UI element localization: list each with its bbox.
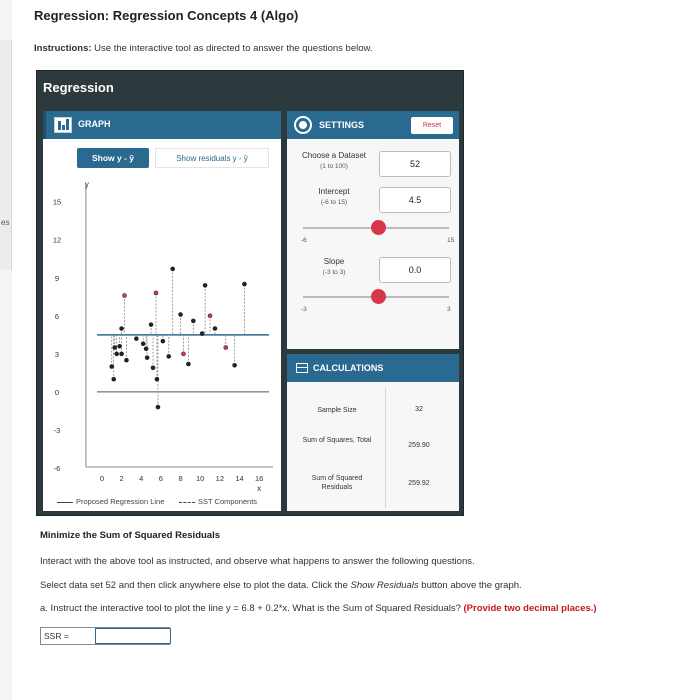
slope-input[interactable]: 0.0 (379, 257, 451, 283)
reset-button[interactable]: Reset (411, 117, 453, 134)
data-point (155, 377, 160, 382)
legend-proposed-label: Proposed Regression Line (76, 497, 165, 506)
data-point (151, 366, 156, 371)
slope-label (293, 257, 375, 278)
bar-chart-icon (54, 117, 72, 133)
regression-tool (36, 70, 464, 516)
y-tick-label: 0 (54, 387, 60, 397)
instructions (34, 43, 372, 54)
calculations-panel (287, 354, 459, 511)
slope-slider-max: 3 (447, 306, 451, 313)
data-point (134, 336, 139, 341)
x-tick-label: 2 (119, 474, 124, 483)
calculations-header (287, 354, 459, 382)
dataset-label (293, 151, 375, 172)
paragraph-2-b: Show Residuals (350, 580, 419, 591)
ssr-input[interactable] (95, 628, 171, 644)
question-a (40, 603, 597, 614)
x-tick-label: 10 (196, 474, 205, 483)
intercept-slider-thumb[interactable] (371, 220, 386, 235)
data-point (213, 326, 218, 331)
page-title: Regression: Regression Concepts 4 (Algo) (34, 8, 299, 23)
paragraph-2-c: button above the graph. (418, 580, 522, 591)
highlight-point (208, 314, 212, 318)
dataset-input[interactable]: 52 (379, 151, 451, 177)
legend-sst (179, 497, 257, 506)
slope-slider-thumb[interactable] (371, 289, 386, 304)
data-point (112, 345, 117, 350)
intercept-label-text: Intercept (318, 187, 350, 196)
data-point (186, 362, 191, 367)
tool-header (37, 71, 463, 105)
highlight-point (224, 346, 228, 350)
paragraph-1: Interact with the above tool as instructed, and observe what happens to answer the following questions. (40, 556, 475, 567)
slope-range: (-3 to 3) (322, 269, 346, 276)
legend-sst-label: SST Components (198, 497, 258, 506)
intercept-label (293, 187, 375, 208)
instructions-label: Instructions: (34, 43, 92, 54)
calculations-header-label: CALCULATIONS (313, 363, 384, 373)
x-tick-label: 6 (158, 474, 163, 483)
graph-panel (43, 111, 281, 511)
x-tick-label: 14 (235, 474, 244, 483)
data-point (144, 346, 149, 351)
graph-header (43, 111, 281, 139)
slope-label-text: Slope (323, 257, 345, 266)
settings-header-label: SETTINGS (319, 120, 365, 130)
data-point (149, 322, 154, 327)
data-point (161, 339, 166, 344)
data-point (166, 354, 171, 359)
left-side-tab[interactable] (0, 40, 12, 270)
dataset-label-text: Choose a Dataset (301, 151, 367, 160)
calc-row-label-sample-size: Sample Size (317, 407, 357, 414)
intercept-slider-min: -6 (301, 237, 307, 244)
calc-row-label-sst: Sum of Squares, Total (302, 437, 372, 444)
page-content (12, 0, 691, 700)
calc-row-value-ssr: 259.92 (408, 480, 430, 487)
intercept-slider-max: 15 (447, 237, 455, 244)
data-point (232, 363, 237, 368)
data-point (141, 341, 146, 346)
data-point (109, 364, 114, 369)
x-tick-label: 0 (99, 474, 105, 483)
y-tick-label: -3 (53, 425, 61, 435)
data-point (145, 355, 150, 360)
show-y-minus-ybar-button[interactable]: Show y - ȳ (77, 148, 149, 168)
y-tick-label: 9 (54, 273, 60, 283)
data-point (119, 326, 124, 331)
data-point (200, 331, 205, 336)
tool-title: Regression (43, 80, 114, 95)
data-point (111, 377, 116, 382)
data-point (156, 405, 161, 410)
section-heading: Minimize the Sum of Squared Residuals (40, 530, 221, 541)
calculations-divider (385, 388, 386, 508)
highlight-point (123, 294, 127, 298)
data-point (117, 344, 122, 349)
ssr-answer-row (40, 627, 170, 645)
settings-header (287, 111, 459, 139)
ssr-label: SSR = (44, 631, 69, 641)
y-tick-label: 15 (52, 197, 62, 207)
slope-slider-min: -3 (301, 306, 307, 313)
calc-row-value-sst: 259.90 (408, 442, 430, 449)
x-axis-label: x (257, 484, 262, 491)
x-tick-label: 16 (254, 474, 264, 483)
data-point (119, 352, 124, 357)
y-tick-label: 6 (54, 311, 60, 321)
y-tick-label: -6 (53, 463, 61, 473)
x-tick-label: 12 (215, 474, 225, 483)
paragraph-2 (40, 580, 522, 591)
data-point (191, 319, 196, 324)
highlight-point (182, 352, 186, 356)
data-point (170, 267, 175, 272)
intercept-input[interactable]: 4.5 (379, 187, 451, 213)
x-tick-label: 8 (178, 474, 183, 483)
y-tick-label: 3 (54, 349, 60, 359)
x-tick-label: 4 (139, 474, 144, 483)
legend-proposed (57, 497, 164, 506)
calc-row-label-ssr: Sum of Squared Residuals (311, 475, 363, 491)
data-point (203, 283, 208, 288)
highlight-point (154, 291, 158, 295)
gear-icon (296, 118, 310, 132)
settings-panel (287, 111, 459, 349)
show-residuals-button[interactable]: Show residuals y - ŷ (155, 148, 269, 168)
instructions-text: Use the interactive tool as directed to answer the questions below. (91, 43, 373, 54)
left-side-tab-text: es (1, 218, 10, 227)
graph-header-label: GRAPH (78, 119, 111, 129)
data-point (242, 282, 247, 287)
paragraph-2-a: Select data set 52 and then click anywhere else to plot the data. Click the (40, 580, 351, 591)
graph-legend (57, 497, 258, 506)
y-tick-label: 12 (52, 235, 62, 245)
calc-row-value-sample-size: 32 (415, 406, 423, 413)
dataset-range: (1 to 100) (320, 163, 348, 170)
question-a-precision: (Provide two decimal places.) (463, 603, 597, 614)
table-icon (296, 363, 308, 373)
scatter-plot[interactable] (43, 171, 281, 491)
question-a-text: a. Instruct the interactive tool to plot the line y = 6.8 + 0.2*x. What is the Sum of Squared Residuals? (40, 603, 464, 614)
data-point (114, 352, 119, 357)
y-axis-label: y (84, 180, 89, 189)
data-point (124, 358, 129, 363)
intercept-range: (-6 to 15) (320, 199, 348, 206)
data-point (178, 312, 183, 317)
